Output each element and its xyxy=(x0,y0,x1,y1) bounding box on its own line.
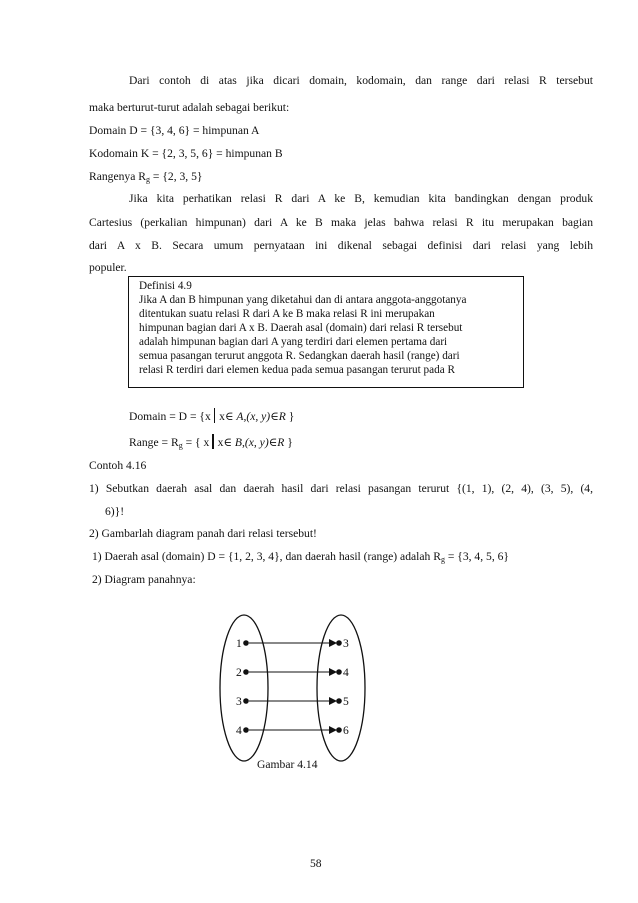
codomain-element-label: 3 xyxy=(343,637,349,650)
answer-2: 2) Diagram panahnya: xyxy=(92,573,196,586)
kodomain-statement: Kodomain K = {2, 3, 5, 6} = himpunan B xyxy=(89,147,283,160)
example-title: Contoh 4.16 xyxy=(89,459,147,472)
paragraph-1-line-1: Dari contoh di atas jika dicari domain, kodomain, dan range dari relasi R tersebut xyxy=(129,74,593,87)
domain-element-label: 4 xyxy=(236,724,242,737)
domain-statement: Domain D = {3, 4, 6} = himpunan A xyxy=(89,124,260,137)
codomain-point xyxy=(336,727,342,733)
page-number: 58 xyxy=(310,857,322,870)
definition-line: himpunan bagian dari A x B. Daerah asal (domain) dari relasi R tersebut xyxy=(139,322,463,334)
paragraph-2-line-1: Jika kita perhatikan relasi R dari A ke B, kemudian kita bandingkan dengan produk xyxy=(129,192,593,205)
codomain-element-label: 6 xyxy=(343,724,349,737)
domain-point xyxy=(243,727,249,733)
codomain-element-label: 5 xyxy=(343,695,349,708)
domain-element-label: 3 xyxy=(236,695,242,708)
paragraph-2-line-3: dari A x B. Secara umum pernyataan ini dikenal sebagai definisi dari relasi yang lebih xyxy=(89,239,593,252)
question-1-line-1: 1) Sebutkan daerah asal dan daerah hasil dari relasi pasangan terurut {(1, 1), (2, 4), (3, 5), (4, xyxy=(89,482,593,495)
domain-ellipse xyxy=(220,615,268,761)
definition-line: ditentukan suatu relasi R dari A ke B maka relasi R ini merupakan xyxy=(139,308,435,320)
range-formula: Range = $R_g$ = { x x∈ B,(x, y)∈R } xyxy=(129,436,293,450)
codomain-point xyxy=(336,640,342,646)
definition-line: adalah himpunan bagian dari A yang terdiri dari elemen pertama dari xyxy=(139,336,448,348)
definition-line: Jika A dan B himpunan yang diketahui dan di antara anggota-anggotanya xyxy=(139,294,467,306)
answer-1: 1) Daerah asal (domain) D = {1, 2, 3, 4}, dan daerah hasil (range) adalah $R_g = \{3$, 4, 5, 6} xyxy=(92,550,509,564)
codomain-ellipse xyxy=(317,615,365,761)
domain-element-label: 2 xyxy=(236,666,242,679)
paragraph-2-line-4: populer. xyxy=(89,261,127,274)
domain-element-label: 1 xyxy=(236,637,242,650)
definition-line: relasi R terdiri dari elemen kedua pada semua pasangan terurut pada R xyxy=(139,364,455,376)
definition-title: Definisi 4.9 xyxy=(139,280,192,292)
codomain-point xyxy=(336,698,342,704)
figure-caption: Gambar 4.14 xyxy=(257,758,318,771)
question-1-line-2: 6)}! xyxy=(105,505,125,518)
codomain-element-label: 4 xyxy=(343,666,349,679)
domain-point xyxy=(243,698,249,704)
definition-line: semua pasangan terurut anggota R. Sedangkan daerah hasil (range) dari xyxy=(139,350,460,362)
codomain-point xyxy=(336,669,342,675)
paragraph-1-line-2: maka berturut-turut adalah sebagai berikut: xyxy=(89,101,290,114)
paragraph-2-line-2: Cartesius (perkalian himpunan) dari A ke B maka jelas bahwa relasi R itu merupakan bagian xyxy=(89,216,593,229)
domain-formula: Domain = D = {x x∈ A,(x, y)∈R } xyxy=(129,410,295,423)
domain-point xyxy=(243,640,249,646)
question-2: 2) Gambarlah diagram panah dari relasi tersebut! xyxy=(89,527,317,540)
domain-point xyxy=(243,669,249,675)
range-statement: Rangenya $R_g = \{2$, 3, 5} xyxy=(89,170,203,184)
